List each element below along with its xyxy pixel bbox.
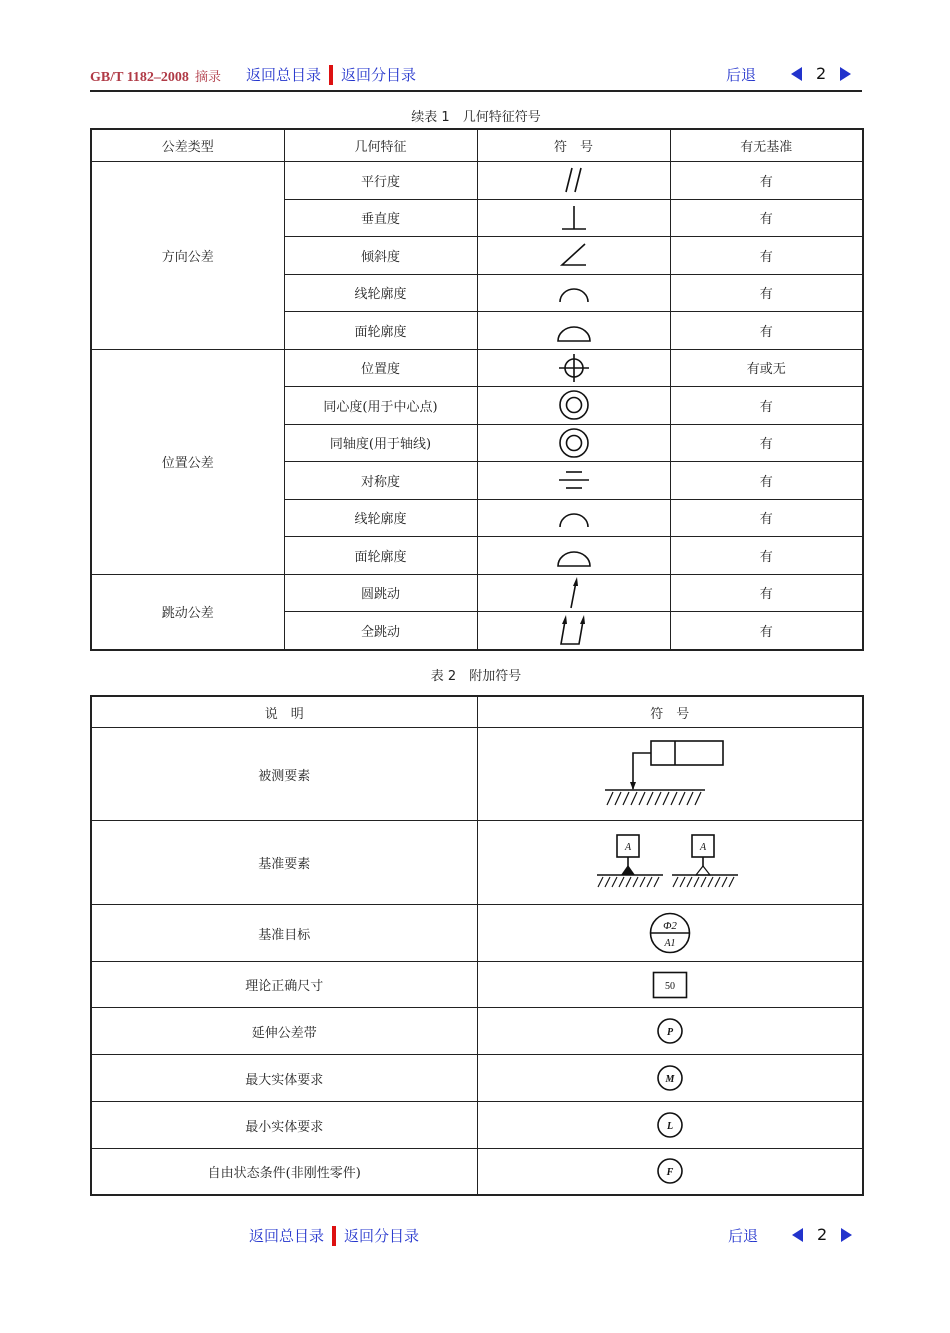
datum-feature-icon bbox=[595, 833, 745, 893]
tolerance-type-cell: 跳动公差 bbox=[91, 574, 284, 650]
description-cell: 延伸公差带 bbox=[91, 1008, 477, 1055]
theoretical-dimension-icon bbox=[652, 971, 688, 999]
pager bbox=[792, 1225, 852, 1244]
datum-cell: 有 bbox=[670, 612, 863, 650]
theoretical-dimension-value: 50 bbox=[664, 980, 675, 992]
surface-profile-icon bbox=[556, 315, 592, 345]
line-profile-icon bbox=[558, 503, 590, 533]
back-link[interactable]: 后退 bbox=[728, 1227, 759, 1245]
symbol-cell bbox=[477, 387, 670, 425]
datum-target-size: Φ2 bbox=[662, 920, 677, 932]
symbol-cell bbox=[477, 349, 670, 387]
line-profile-icon bbox=[558, 278, 590, 308]
symbol-cell bbox=[477, 574, 670, 612]
col-symbol: 符 号 bbox=[477, 129, 670, 162]
table-row bbox=[91, 1102, 863, 1149]
perpendicularity-icon bbox=[559, 203, 589, 233]
characteristic-cell: 同心度(用于中心点) bbox=[284, 387, 477, 425]
description-cell: 基准要素 bbox=[91, 821, 477, 905]
symbol-cell bbox=[477, 1149, 863, 1195]
datum-cell: 有 bbox=[670, 537, 863, 575]
symbol-cell bbox=[477, 905, 863, 962]
angularity-icon bbox=[559, 240, 589, 270]
datum-cell: 有 bbox=[670, 237, 863, 275]
concentricity-icon bbox=[557, 389, 591, 421]
table2-header-row bbox=[91, 696, 863, 728]
datum-target-icon bbox=[648, 911, 692, 955]
table-row bbox=[91, 349, 863, 387]
description-cell: 最小实体要求 bbox=[91, 1102, 477, 1149]
sub-toc-link[interactable]: 返回分目录 bbox=[344, 1227, 420, 1245]
datum-target-label: A1 bbox=[664, 938, 676, 949]
col-tolerance-type: 公差类型 bbox=[91, 129, 284, 162]
pager bbox=[791, 64, 851, 83]
symmetry-icon bbox=[557, 465, 591, 495]
table2-caption: 表 2 附加符号 bbox=[430, 669, 522, 684]
symbol-cell bbox=[477, 821, 863, 905]
toc-nav bbox=[249, 1225, 419, 1246]
characteristic-cell: 线轮廓度 bbox=[284, 274, 477, 312]
table-row bbox=[91, 1008, 863, 1055]
datum-cell: 有 bbox=[670, 574, 863, 612]
standard-label bbox=[90, 66, 221, 86]
table1-caption: 续表 1 几何特征符号 bbox=[411, 110, 541, 125]
modifier-letter: P bbox=[666, 1027, 673, 1038]
characteristic-cell: 圆跳动 bbox=[284, 574, 477, 612]
col-description: 说 明 bbox=[91, 696, 477, 728]
characteristic-cell: 同轴度(用于轴线) bbox=[284, 424, 477, 462]
table-row bbox=[91, 1149, 863, 1195]
characteristic-cell: 垂直度 bbox=[284, 199, 477, 237]
datum-cell: 有 bbox=[670, 387, 863, 425]
sub-toc-link[interactable]: 返回分目录 bbox=[341, 66, 417, 84]
description-cell: 自由状态条件(非刚性零件) bbox=[91, 1149, 477, 1195]
datum-letter: A bbox=[624, 841, 631, 853]
standard-number: GB/T 1182–2008 bbox=[90, 70, 189, 85]
page-number: 2 bbox=[816, 64, 827, 83]
table-row bbox=[91, 905, 863, 962]
symbol-cell bbox=[477, 1055, 863, 1102]
datum-cell: 有 bbox=[670, 499, 863, 537]
symbol-cell bbox=[477, 312, 670, 350]
parallelism-icon bbox=[559, 165, 589, 195]
symbol-cell bbox=[477, 237, 670, 275]
col-datum: 有无基准 bbox=[670, 129, 863, 162]
tolerance-type-cell: 位置公差 bbox=[91, 349, 284, 574]
description-cell: 基准目标 bbox=[91, 905, 477, 962]
table-row bbox=[91, 574, 863, 612]
coaxiality-icon bbox=[557, 427, 591, 459]
prev-page-icon[interactable] bbox=[791, 67, 802, 81]
symbol-cell bbox=[477, 612, 670, 650]
max-material-icon bbox=[656, 1064, 684, 1092]
symbol-cell bbox=[477, 1102, 863, 1149]
modifier-letter: M bbox=[665, 1074, 675, 1085]
description-cell: 被测要素 bbox=[91, 728, 477, 821]
datum-cell: 有 bbox=[670, 162, 863, 200]
characteristic-cell: 位置度 bbox=[284, 349, 477, 387]
divider-bar bbox=[332, 1226, 336, 1246]
page-header bbox=[90, 60, 862, 92]
datum-cell: 有 bbox=[670, 274, 863, 312]
table1-header-row bbox=[91, 129, 863, 162]
datum-cell: 有 bbox=[670, 462, 863, 500]
symbol-cell bbox=[477, 462, 670, 500]
symbol-cell bbox=[477, 728, 863, 821]
circular-runout-icon bbox=[559, 576, 589, 610]
page-footer bbox=[90, 1221, 862, 1251]
next-page-icon[interactable] bbox=[840, 67, 851, 81]
main-toc-link[interactable]: 返回总目录 bbox=[246, 66, 322, 84]
table-row bbox=[91, 962, 863, 1008]
description-cell: 最大实体要求 bbox=[91, 1055, 477, 1102]
col-characteristic: 几何特征 bbox=[284, 129, 477, 162]
datum-cell: 有 bbox=[670, 424, 863, 462]
toc-nav bbox=[246, 64, 416, 85]
modifier-letter: F bbox=[666, 1167, 674, 1179]
table-row bbox=[91, 1055, 863, 1102]
symbol-cell bbox=[477, 499, 670, 537]
geometric-characteristics-table bbox=[90, 128, 864, 651]
least-material-icon bbox=[656, 1111, 684, 1139]
symbol-cell bbox=[477, 424, 670, 462]
surface-profile-icon bbox=[556, 540, 592, 570]
characteristic-cell: 面轮廓度 bbox=[284, 537, 477, 575]
characteristic-cell: 倾斜度 bbox=[284, 237, 477, 275]
tolerance-type-cell: 方向公差 bbox=[91, 162, 284, 350]
main-toc-link[interactable]: 返回总目录 bbox=[249, 1227, 325, 1245]
symbol-cell bbox=[477, 537, 670, 575]
datum-cell: 有或无 bbox=[670, 349, 863, 387]
datum-cell: 有 bbox=[670, 312, 863, 350]
characteristic-cell: 面轮廓度 bbox=[284, 312, 477, 350]
description-cell: 理论正确尺寸 bbox=[91, 962, 477, 1008]
additional-symbols-table bbox=[90, 695, 864, 1196]
characteristic-cell: 全跳动 bbox=[284, 612, 477, 650]
symbol-cell bbox=[477, 199, 670, 237]
datum-letter: A bbox=[699, 841, 706, 853]
symbol-cell bbox=[477, 162, 670, 200]
symbol-cell bbox=[477, 962, 863, 1008]
toleranced-feature-icon bbox=[605, 737, 735, 811]
characteristic-cell: 平行度 bbox=[284, 162, 477, 200]
divider-bar bbox=[329, 65, 333, 85]
projected-zone-icon bbox=[656, 1017, 684, 1045]
back-link[interactable]: 后退 bbox=[726, 66, 757, 84]
prev-page-icon[interactable] bbox=[792, 1228, 803, 1242]
table-row bbox=[91, 728, 863, 821]
modifier-letter: L bbox=[666, 1121, 673, 1132]
free-state-icon bbox=[656, 1157, 684, 1185]
datum-cell: 有 bbox=[670, 199, 863, 237]
col-symbol: 符 号 bbox=[477, 696, 863, 728]
position-icon bbox=[557, 353, 591, 383]
table-row bbox=[91, 162, 863, 200]
standard-excerpt-label: 摘录 bbox=[194, 70, 221, 85]
characteristic-cell: 线轮廓度 bbox=[284, 499, 477, 537]
total-runout-icon bbox=[557, 613, 591, 647]
symbol-cell bbox=[477, 274, 670, 312]
characteristic-cell: 对称度 bbox=[284, 462, 477, 500]
table-row bbox=[91, 821, 863, 905]
page-number: 2 bbox=[817, 1225, 828, 1244]
symbol-cell bbox=[477, 1008, 863, 1055]
next-page-icon[interactable] bbox=[841, 1228, 852, 1242]
